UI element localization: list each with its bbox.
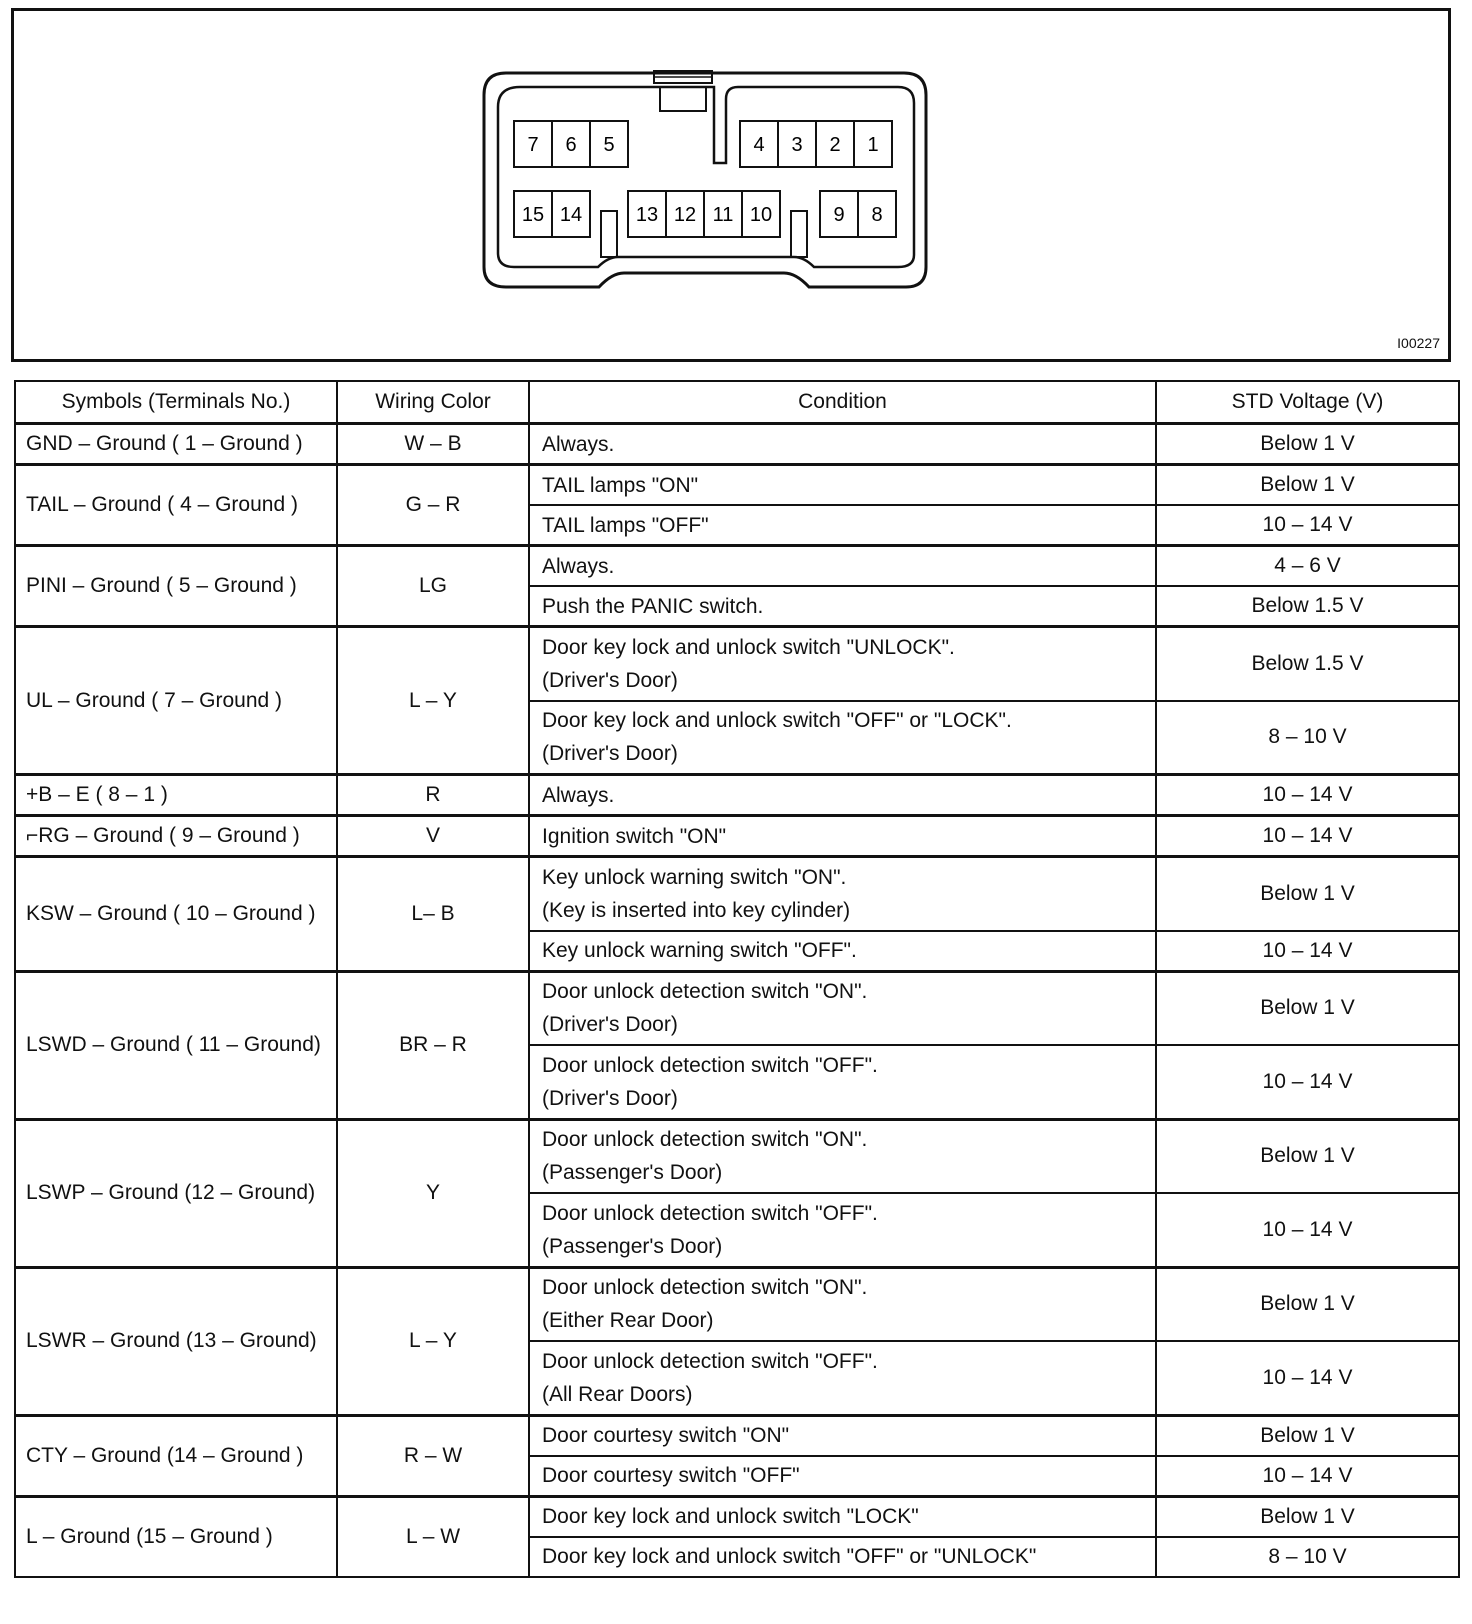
condition-cell [529, 1537, 1156, 1577]
condition-line: Ignition switch "ON" [542, 824, 727, 848]
pin-label: 7 [527, 134, 539, 156]
pin-label: 8 [871, 204, 883, 226]
condition-line: Push the PANIC switch. [542, 594, 764, 618]
pin-label: 12 [673, 204, 697, 226]
wiring-color: L – Y [337, 627, 529, 775]
wiring-color: LG [337, 546, 529, 627]
condition-line: (Passenger's Door) [542, 1161, 723, 1185]
wiring-color: R [337, 775, 529, 816]
std-voltage: Below 1 V [1156, 1496, 1459, 1537]
pin-label: 11 [712, 204, 734, 226]
condition-cell [529, 701, 1156, 775]
table-row [15, 424, 1459, 465]
table-row [15, 816, 1459, 857]
table-header-row [15, 381, 1459, 424]
condition-cell [529, 1496, 1156, 1537]
wiring-color: R – W [337, 1415, 529, 1496]
connector-key [660, 87, 706, 111]
table-row [15, 546, 1459, 587]
terminal-table-body [15, 424, 1459, 1577]
table-row [15, 1119, 1459, 1193]
wiring-color: G – R [337, 465, 529, 546]
condition-cell [529, 1267, 1156, 1341]
pin-label: 2 [829, 134, 841, 156]
terminal-symbol: TAIL – Ground ( 4 – Ground ) [15, 465, 337, 546]
pin-label: 6 [565, 134, 577, 156]
pin-group [514, 121, 896, 237]
condition-line: Door unlock detection switch "OFF". [542, 1053, 878, 1077]
condition-line: TAIL lamps "ON" [542, 473, 699, 497]
header-condition: Condition [529, 381, 1156, 424]
condition-cell [529, 627, 1156, 701]
header-std-voltage: STD Voltage (V) [1156, 381, 1459, 424]
std-voltage: 8 – 10 V [1156, 701, 1459, 775]
condition-line: Always. [542, 432, 615, 456]
table-row [15, 775, 1459, 816]
condition-cell [529, 1045, 1156, 1119]
connector-drawing [14, 11, 1448, 359]
condition-cell [529, 931, 1156, 972]
terminal-symbol: L – Ground (15 – Ground ) [15, 1496, 337, 1577]
table-row [15, 1496, 1459, 1537]
condition-line: (Either Rear Door) [542, 1309, 714, 1333]
condition-line: (Driver's Door) [542, 1013, 678, 1037]
condition-line: Door key lock and unlock switch "LOCK" [542, 1505, 919, 1528]
condition-line: Door courtesy switch "OFF" [542, 1464, 800, 1487]
std-voltage: Below 1 V [1156, 1119, 1459, 1193]
pin-label: 4 [753, 134, 765, 156]
condition-cell [529, 971, 1156, 1045]
condition-line: Door key lock and unlock switch "OFF" or "LOCK". [542, 709, 1012, 733]
condition-cell [529, 586, 1156, 627]
condition-cell [529, 775, 1156, 816]
condition-cell [529, 857, 1156, 931]
figure-id: I00227 [1397, 335, 1440, 351]
condition-cell [529, 1193, 1156, 1267]
wiring-color: L– B [337, 857, 529, 972]
condition-line: Always. [542, 783, 615, 807]
condition-line: (Driver's Door) [542, 1086, 678, 1110]
std-voltage: 10 – 14 V [1156, 931, 1459, 972]
condition-line: Door key lock and unlock switch "UNLOCK". [542, 635, 955, 659]
table-row [15, 1267, 1459, 1341]
condition-line: Door unlock detection switch "ON". [542, 1276, 868, 1300]
std-voltage: 10 – 14 V [1156, 1045, 1459, 1119]
condition-cell [529, 1456, 1156, 1497]
condition-cell [529, 546, 1156, 587]
condition-line: (Key is inserted into key cylinder) [542, 898, 851, 922]
terminal-symbol: KSW – Ground ( 10 – Ground ) [15, 857, 337, 972]
wiring-color: V [337, 816, 529, 857]
table-row [15, 857, 1459, 931]
terminal-symbol: +B – E ( 8 – 1 ) [15, 775, 337, 816]
pin-label: 15 [521, 204, 545, 226]
terminal-symbol: GND – Ground ( 1 – Ground ) [15, 424, 337, 465]
pin-label: 14 [559, 204, 583, 226]
terminal-symbol: ⌐RG – Ground ( 9 – Ground ) [15, 816, 337, 857]
condition-line: Door unlock detection switch "OFF". [542, 1201, 878, 1225]
wiring-color: L – W [337, 1496, 529, 1577]
table-row [15, 465, 1459, 506]
pin-label: 1 [867, 134, 879, 156]
std-voltage: Below 1 V [1156, 1267, 1459, 1341]
table-row [15, 1415, 1459, 1456]
pin-label: 5 [603, 134, 615, 156]
condition-line: Door courtesy switch "ON" [542, 1424, 790, 1447]
std-voltage: Below 1.5 V [1156, 627, 1459, 701]
std-voltage: 8 – 10 V [1156, 1537, 1459, 1577]
std-voltage: Below 1 V [1156, 1415, 1459, 1456]
condition-line: Door unlock detection switch "ON". [542, 1128, 868, 1152]
pin-label: 9 [833, 204, 845, 226]
condition-line: Door unlock detection switch "ON". [542, 980, 868, 1004]
terminal-symbol: LSWR – Ground (13 – Ground) [15, 1267, 337, 1415]
std-voltage: 10 – 14 V [1156, 775, 1459, 816]
pin-label: 10 [749, 204, 773, 226]
connector-slot-right [791, 211, 807, 257]
table-row [15, 971, 1459, 1045]
condition-line: (Driver's Door) [542, 742, 678, 766]
terminal-table [14, 380, 1460, 1578]
condition-line: (All Rear Doors) [542, 1382, 693, 1406]
std-voltage: Below 1 V [1156, 465, 1459, 506]
std-voltage: 10 – 14 V [1156, 1456, 1459, 1497]
wiring-color: W – B [337, 424, 529, 465]
condition-line: Door unlock detection switch "OFF". [542, 1349, 878, 1373]
wiring-color: BR – R [337, 971, 529, 1119]
header-wiring-color: Wiring Color [337, 381, 529, 424]
std-voltage: 10 – 14 V [1156, 1193, 1459, 1267]
condition-line: (Passenger's Door) [542, 1234, 723, 1258]
condition-cell [529, 1119, 1156, 1193]
connector-cavity [498, 87, 914, 267]
pin-label: 3 [791, 134, 803, 156]
condition-line: Key unlock warning switch "ON". [542, 865, 847, 889]
pin-label: 13 [635, 204, 659, 226]
terminal-symbol: CTY – Ground (14 – Ground ) [15, 1415, 337, 1496]
terminal-symbol: LSWD – Ground ( 11 – Ground) [15, 971, 337, 1119]
condition-line: TAIL lamps "OFF" [542, 513, 709, 537]
std-voltage: 10 – 14 V [1156, 816, 1459, 857]
terminal-symbol: PINI – Ground ( 5 – Ground ) [15, 546, 337, 627]
connector-diagram [11, 8, 1451, 362]
table-row [15, 627, 1459, 701]
std-voltage: 4 – 6 V [1156, 546, 1459, 587]
terminal-symbol: UL – Ground ( 7 – Ground ) [15, 627, 337, 775]
condition-line: (Driver's Door) [542, 668, 678, 692]
condition-line: Always. [542, 554, 615, 578]
condition-line: Key unlock warning switch "OFF". [542, 939, 857, 962]
std-voltage: Below 1 V [1156, 424, 1459, 465]
std-voltage: Below 1 V [1156, 857, 1459, 931]
connector-slot-left [601, 211, 617, 257]
std-voltage: 10 – 14 V [1156, 505, 1459, 546]
condition-cell [529, 424, 1156, 465]
condition-cell [529, 465, 1156, 506]
std-voltage: Below 1 V [1156, 971, 1459, 1045]
wiring-color: Y [337, 1119, 529, 1267]
std-voltage: Below 1.5 V [1156, 586, 1459, 627]
condition-line: Door key lock and unlock switch "OFF" or "UNLOCK" [542, 1545, 1037, 1568]
condition-cell [529, 1415, 1156, 1456]
header-symbols: Symbols (Terminals No.) [15, 381, 337, 424]
terminal-symbol: LSWP – Ground (12 – Ground) [15, 1119, 337, 1267]
wiring-color: L – Y [337, 1267, 529, 1415]
condition-cell [529, 816, 1156, 857]
condition-cell [529, 1341, 1156, 1415]
std-voltage: 10 – 14 V [1156, 1341, 1459, 1415]
condition-cell [529, 505, 1156, 546]
